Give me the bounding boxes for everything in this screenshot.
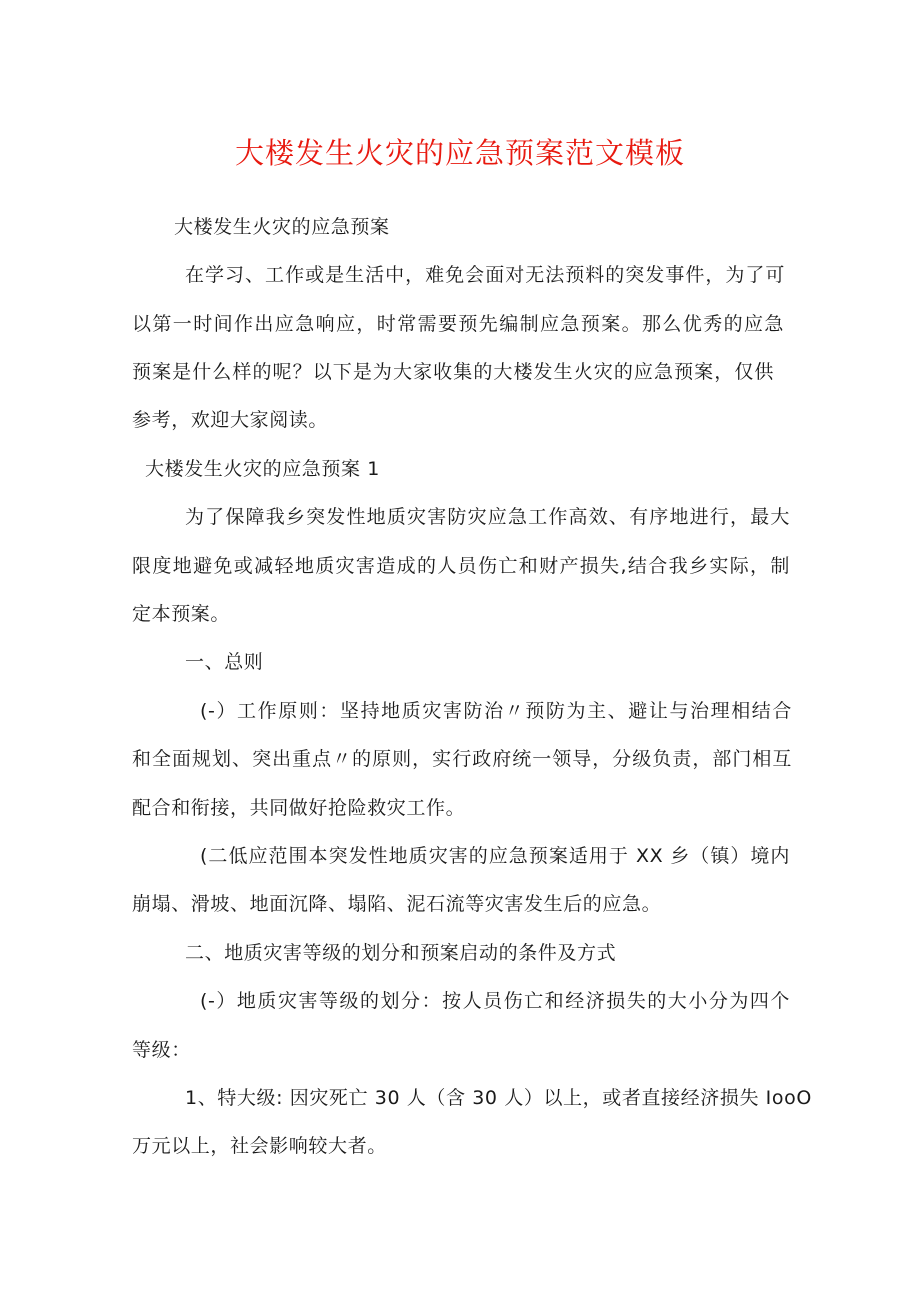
- level-division-line-2: 等级：: [132, 1039, 191, 1061]
- purpose-line-2: 限度地避免或减轻地质灾害造成的人员伤亡和财产损失,结合我乡实际，制: [132, 555, 790, 577]
- intro-line-2: 以第一时间作出应急响应，时常需要预先编制应急预案。那么优秀的应急: [132, 313, 784, 335]
- general-heading: 一、总则: [185, 651, 264, 673]
- level-1-line-2: 万元以上，社会影响较大者。: [132, 1135, 387, 1157]
- scope-line-1: (二低应范围本突发性地质灾害的应急预案适用于 XX 乡（镇）境内: [200, 845, 790, 867]
- section-heading: 大楼发生火灾的应急预案 1: [145, 458, 380, 480]
- level-1-line-1: 1、特大级: 因灾死亡 30 人（含 30 人）以上，或者直接经济损失 IooO: [185, 1087, 812, 1109]
- intro-line-4: 参考，欢迎大家阅读。: [132, 409, 329, 431]
- purpose-line-1: 为了保障我乡突发性地质灾害防灾应急工作高效、有序地进行，最大: [185, 506, 790, 528]
- level-division-line-1: (-）地质灾害等级的划分：按人员伤亡和经济损失的大小分为四个: [200, 990, 790, 1012]
- scope-line-2: 崩塌、滑坡、地面沉降、塌陷、泥石流等灾害发生后的应急。: [132, 893, 662, 915]
- principle-line-3: 配合和衔接，共同做好抢险救灾工作。: [132, 797, 466, 819]
- principle-line-1: (-）工作原则：坚持地质灾害防治〃预防为主、避让与治理相结合: [200, 700, 792, 722]
- document-title: 大楼发生火灾的应急预案范文模板: [234, 136, 685, 170]
- intro-line-1: 在学习、工作或是生活中，难免会面对无法预料的突发事件，为了可: [185, 264, 785, 286]
- level-heading: 二、地质灾害等级的划分和预案启动的条件及方式: [185, 942, 617, 964]
- principle-line-2: 和全面规划、突出重点〃的原则，实行政府统一领导，分级负责，部门相互: [132, 748, 792, 770]
- purpose-line-3: 定本预案。: [132, 603, 231, 625]
- document-subtitle: 大楼发生火灾的应急预案: [174, 216, 390, 238]
- intro-line-3: 预案是什么样的呢？以下是为大家收集的大楼发生火灾的应急预案，仅供: [132, 361, 774, 383]
